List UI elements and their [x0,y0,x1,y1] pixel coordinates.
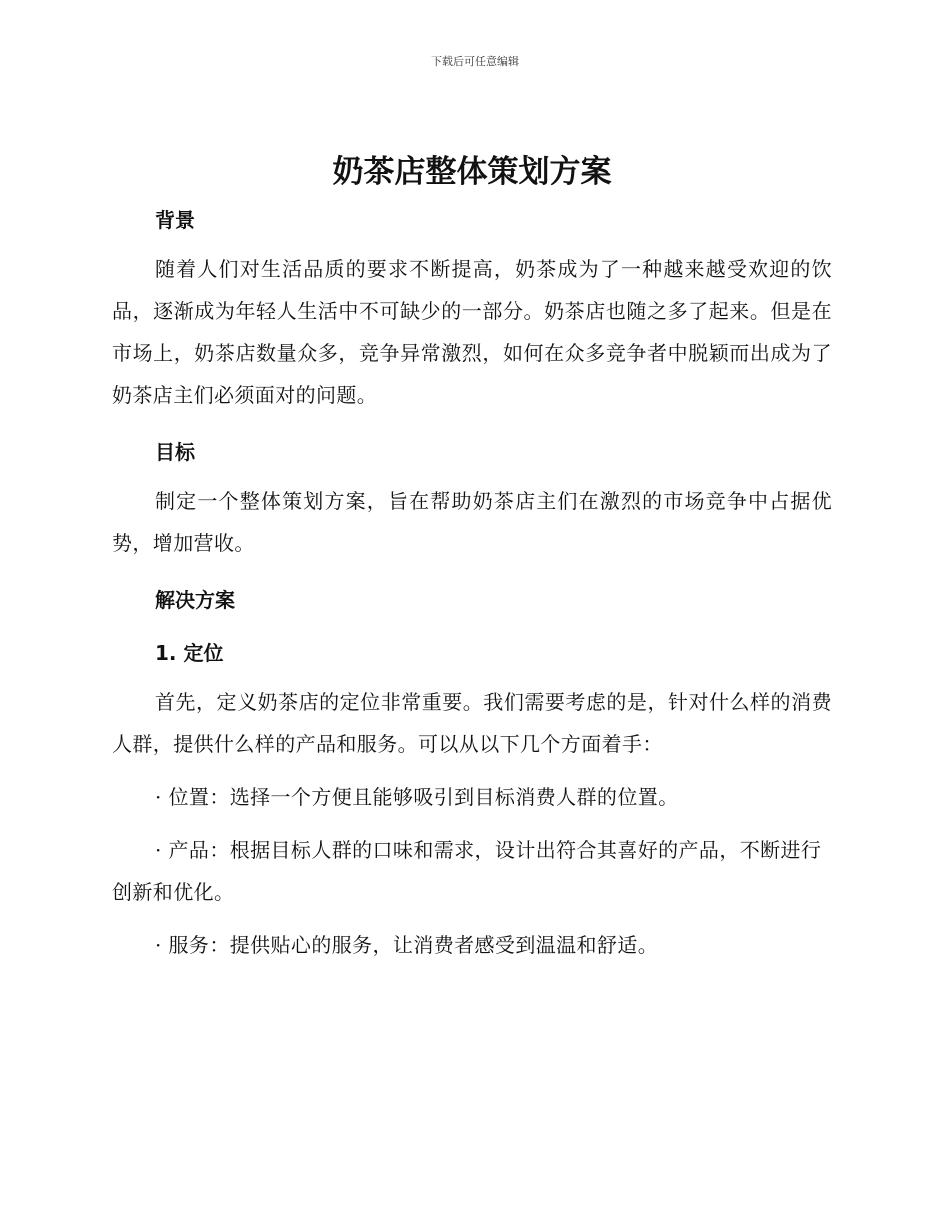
section-heading-background: 背景 [155,208,195,232]
bullet-item-location: · 位置：选择一个方便且能够吸引到目标消费人群的位置。 [155,785,679,809]
bullet-item-service: · 服务：提供贴心的服务，让消费者感受到温温和舒适。 [155,933,659,957]
section-heading-solution: 解决方案 [155,588,235,612]
header-note: 下载后可任意编辑 [431,55,519,68]
positioning-paragraph: 首先，定义奶茶店的定位非常重要。我们需要考虑的是，针对什么样的消费人群，提供什么样的产品和服务。可以从以下几个方面着手： [112,690,832,756]
document-title: 奶茶店整体策划方案 [332,154,612,190]
document-content [112,150,832,966]
section-heading-goal: 目标 [155,440,195,464]
subsection-heading-positioning: 1. 定位 [155,641,224,665]
goal-paragraph: 制定一个整体策划方案，旨在帮助奶茶店主们在激烈的市场竞争中占据优势，增加营收。 [112,489,832,555]
background-paragraph: 随着人们对生活品质的要求不断提高，奶茶成为了一种越来越受欢迎的饮品，逐渐成为年轻人生活中不可缺少的一部分。奶茶店也随之多了起来。但是在市场上，奶茶店数量众多，竞争异常激烈，如何在众多竞争者中脱颖而出成为了奶茶店主们必须面对的问题。 [112,257,832,407]
bullet-item-product: · 产品：根据目标人群的口味和需求，设计出符合其喜好的产品，不断进行创新和优化。 [112,838,822,904]
